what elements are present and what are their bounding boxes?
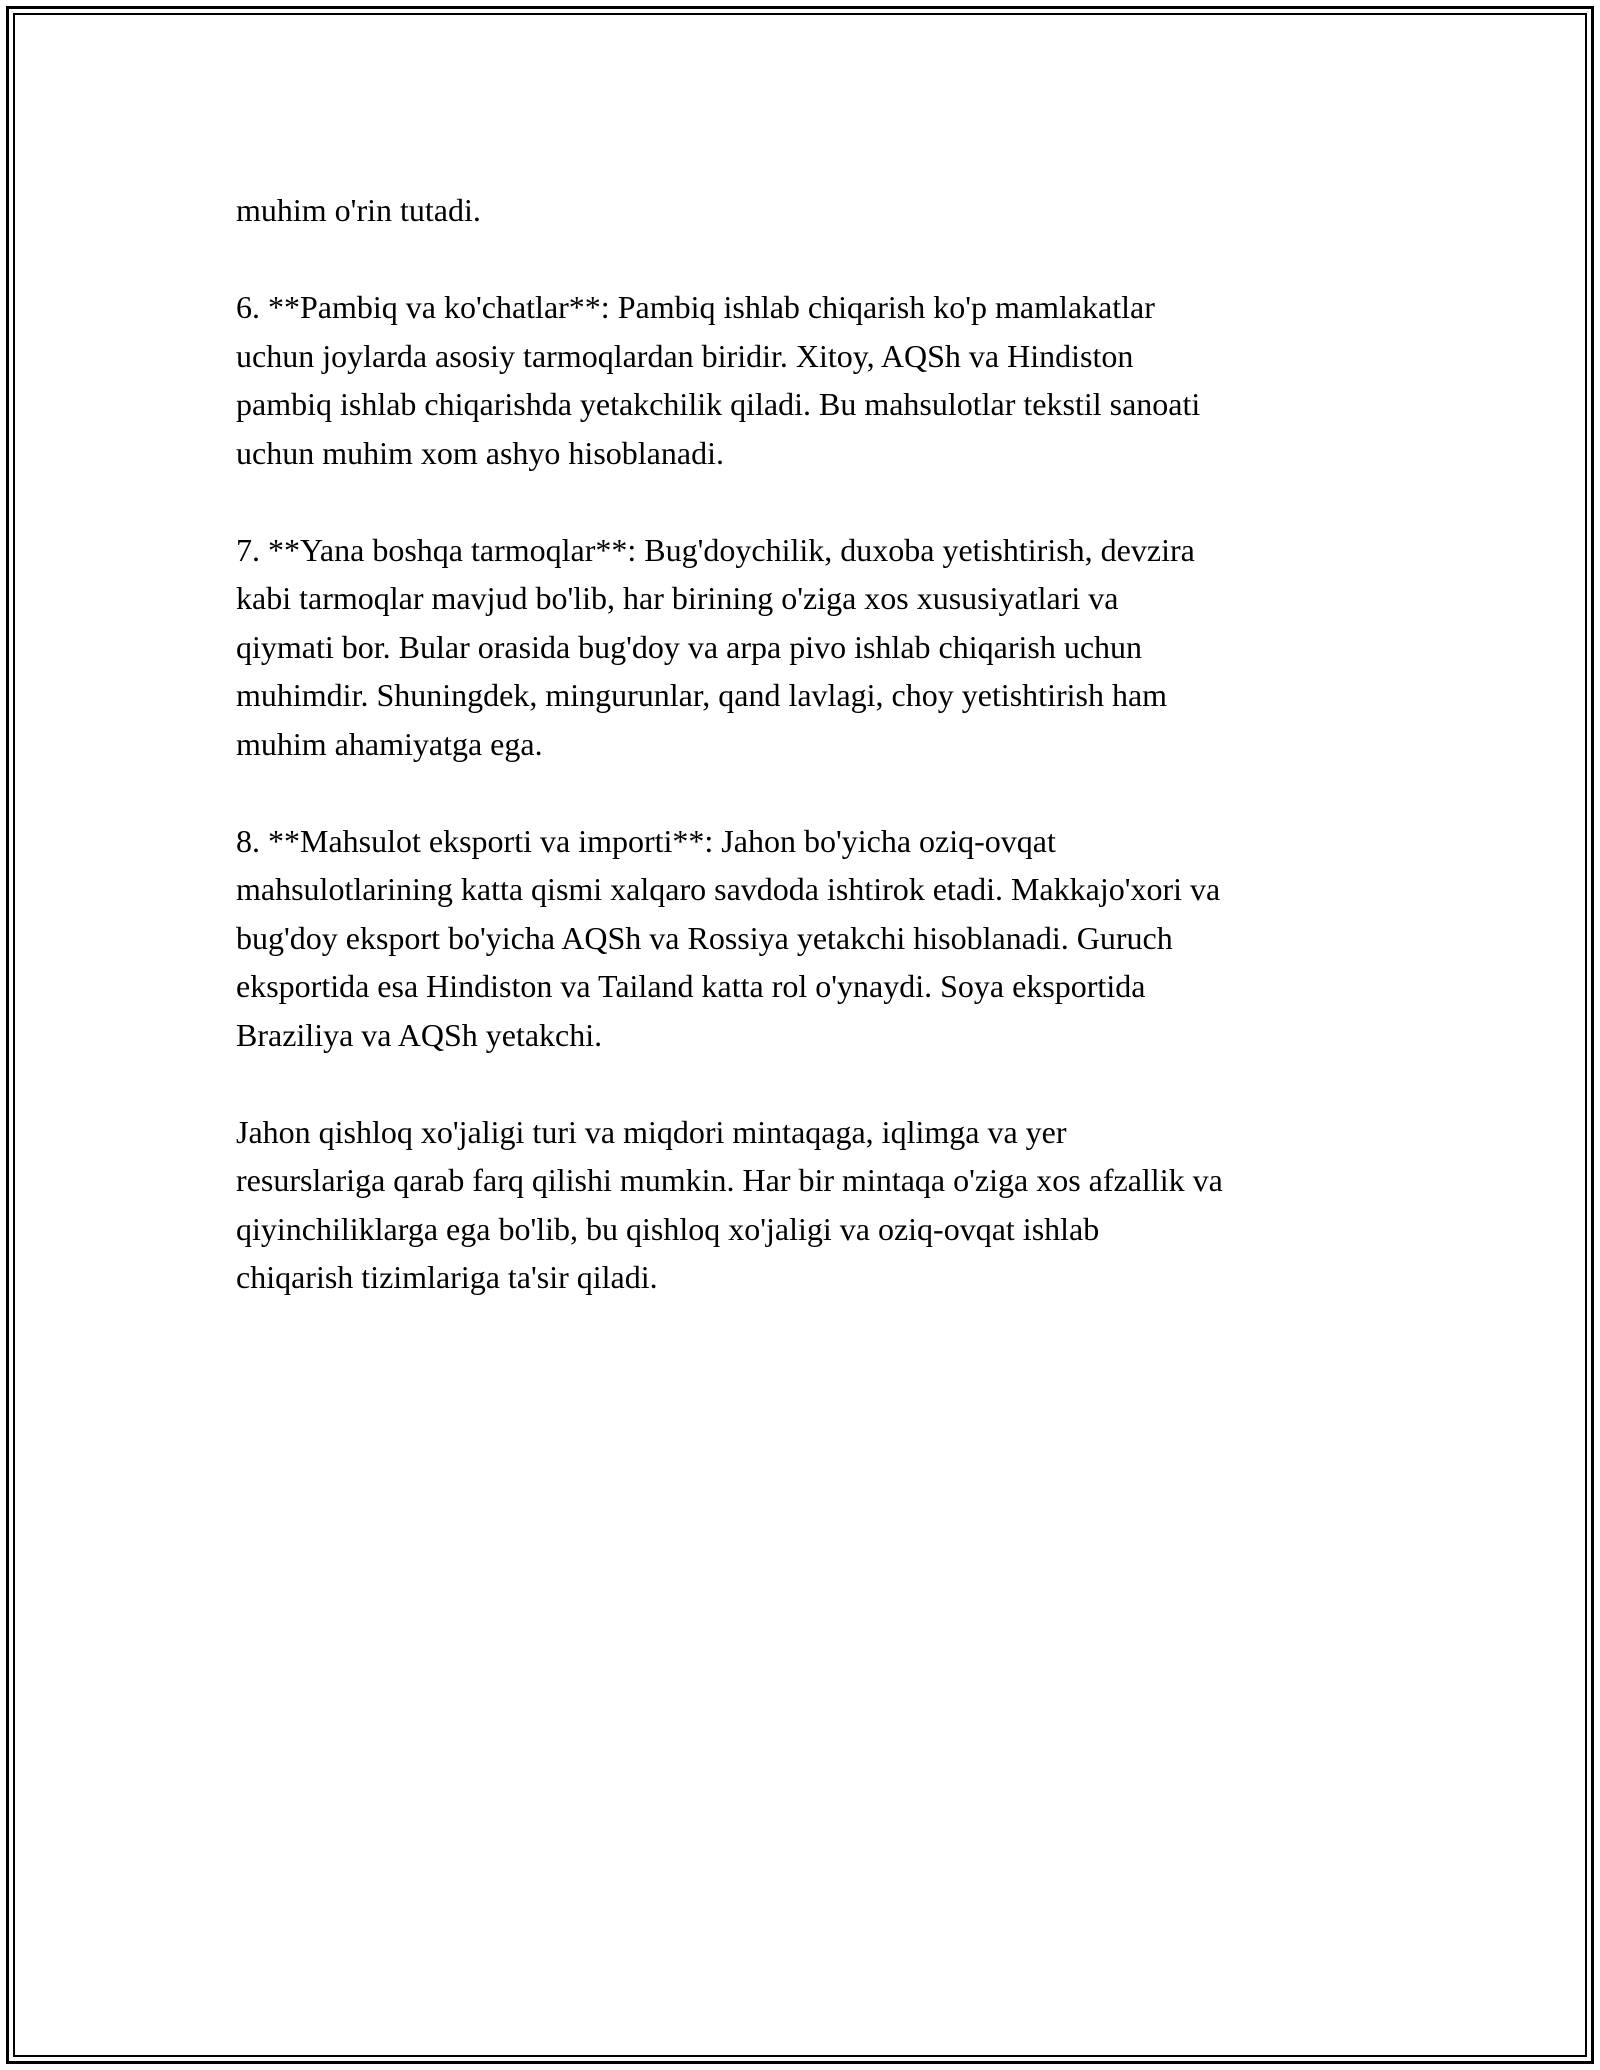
- paragraph-item-7: 7. **Yana boshqa tarmoqlar**: Bug'doychilik, duxoba yetishtirish, devzira kabi tarmoqlar mavjud bo'lib, har birining o'ziga xos xususiyatlari va qiymati bor. Bular orasida bug'doy va arpa pivo ishlab chiqarish uchun muhimdir. Shuningdek, mingurunlar, qand lavlagi, choy yetishtirish ham muhim ahamiyatga ega.: [236, 531, 1195, 762]
- paragraph-item-8: 8. **Mahsulot eksporti va importi**: Jahon bo'yicha oziq-ovqat mahsulotlarining katta qismi xalqaro savdoda ishtirok etadi. Makkajo'xori va bug'doy eksport bo'yicha AQSh va Rossiya yetakchi hisoblanadi. Guruch eksportida esa Hindiston va Tailand katta rol o'ynaydi. Soya eksportida Braziliya va AQSh yetakchi.: [236, 822, 1221, 1053]
- paragraph-conclusion: Jahon qishloq xo'jaligi turi va miqdori mintaqaga, iqlimga va yer resurslariga qarab farq qilishi mumkin. Har bir mintaqa o'ziga xos afzallik va qiyinchiliklarga ega bo'lib, bu qishloq xo'jaligi va oziq-ovqat ishlab chiqarish tizimlariga ta'sir qiladi.: [236, 1113, 1223, 1295]
- document-body: [236, 186, 1376, 1350]
- paragraph-item-6: 6. **Pambiq va ko'chatlar**: Pambiq ishlab chiqarish ko'p mamlakatlar uchun joylarda asosiy tarmoqlardan biridir. Xitoy, AQSh va Hindiston pambiq ishlab chiqarishda yetakchilik qiladi. Bu mahsulotlar tekstil sanoati uchun muhim xom ashyo hisoblanadi.: [236, 289, 1201, 471]
- paragraph-continuation: muhim o'rin tutadi.: [236, 192, 481, 228]
